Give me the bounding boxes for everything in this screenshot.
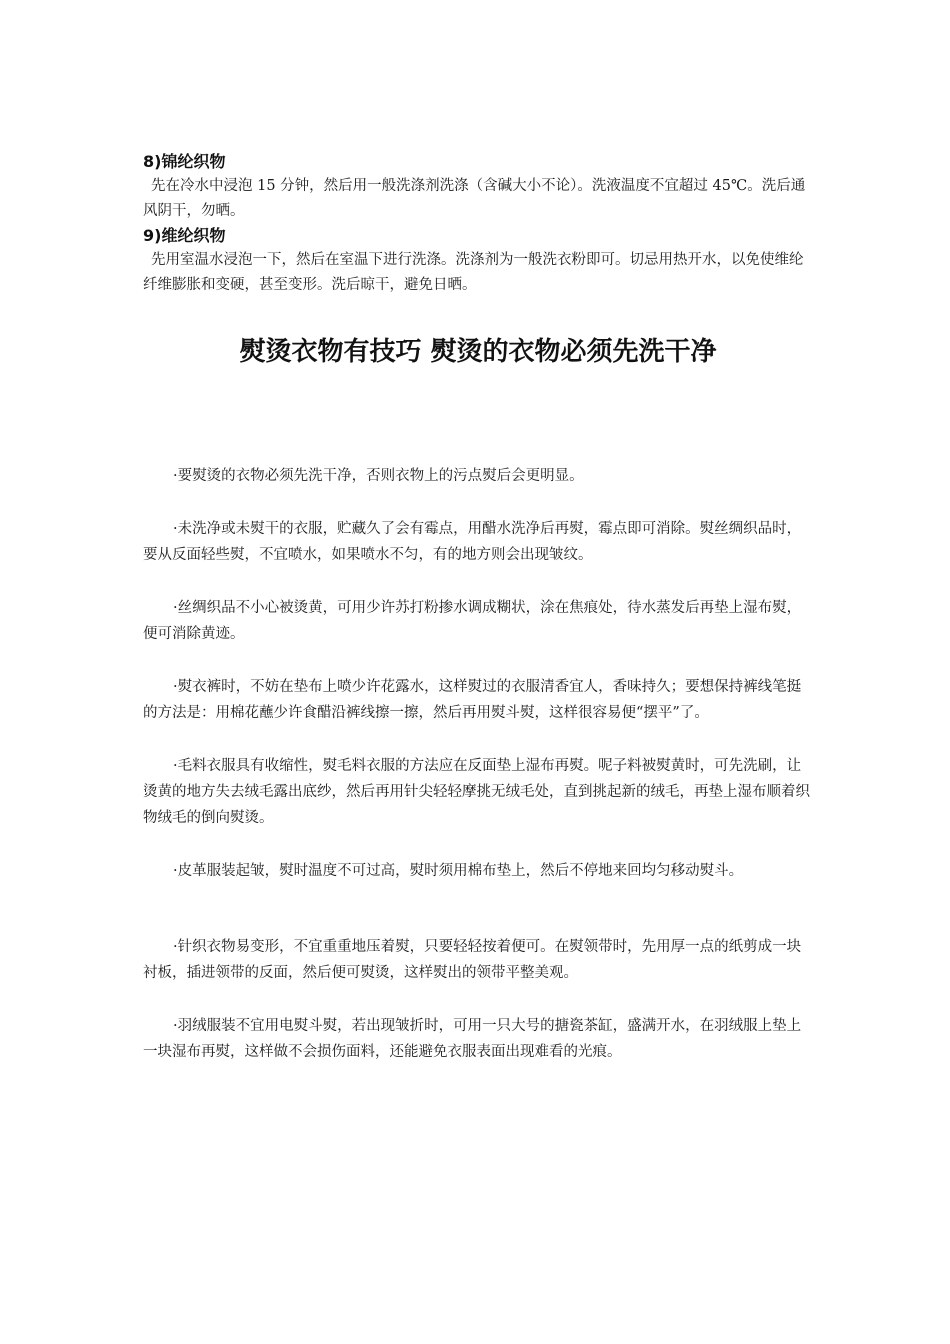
tip-paragraph: ·丝绸织品不小心被烫黄，可用少许苏打粉掺水调成糊状，涂在焦痕处，待水蒸发后再垫上湿布熨，便可消除黄迹。 [143,600,802,642]
article-title: 熨烫衣物有技巧 熨烫的衣物必须先洗干净 [239,337,717,367]
section-text-vinylon: 先用室温水浸泡一下，然后在室温下进行洗涤。洗涤剂为一般洗衣粉即可。切忌用热开水，以免使维纶纤维膨胀和变硬，甚至变形。洗后晾干，避免日晒。 [143,252,804,293]
tip-paragraph: ·羽绒服装不宜用电熨斗熨，若出现皱折时，可用一只大号的搪瓷茶缸，盛满开水，在羽绒服上垫上一块湿布再熨，这样做不会损伤面料，还能避免衣服表面出现难看的光痕。 [143,1018,802,1060]
tip-paragraph: ·皮革服装起皱，熨时温度不可过高，熨时须用棉布垫上，然后不停地来回均匀移动熨斗。 [173,863,744,879]
section-heading-vinylon: 9)维纶织物 [143,226,226,245]
tip-paragraph: ·毛料衣服具有收缩性，熨毛料衣服的方法应在反面垫上湿布再熨。呢子料被熨黄时，可先洗刷，让烫黄的地方失去绒毛露出底纱，然后再用针尖轻轻摩挑无绒毛处，直到挑起新的绒毛，再垫上湿布顺着织物绒毛的倒向熨烫。 [143,758,810,826]
tip-paragraph: ·熨衣裤时，不妨在垫布上喷少许花露水，这样熨过的衣服清香宜人，香味持久；要想保持裤线笔挺的方法是：用棉花蘸少许食醋沿裤线擦一擦，然后再用熨斗熨，这样很容易便“摆平”了。 [143,679,802,721]
tips-list [143,463,813,1065]
tip-paragraph: ·要熨烫的衣物必须先洗干净，否则衣物上的污点熨后会更明显。 [173,468,584,484]
tip-paragraph: ·未洗净或未熨干的衣服，贮藏久了会有霉点，用醋水洗净后再熨，霉点即可消除。熨丝绸织品时，要从反面轻些熨，不宜喷水，如果喷水不匀，有的地方则会出现皱纹。 [143,521,802,563]
section-text-nylon: 先在冷水中浸泡 15 分钟，然后用一般洗涤剂洗涤（含碱大小不论）。洗液温度不宜超过 45℃。洗后通风阴干，勿晒。 [143,178,806,219]
tip-paragraph: ·针织衣物易变形，不宜重重地压着熨，只要轻轻按着便可。在熨领带时，先用厚一点的纸剪成一块衬板，插进领带的反面，然后便可熨烫，这样熨出的领带平整美观。 [143,939,802,981]
document-body [143,150,813,1092]
section-heading-nylon: 8)锦纶织物 [143,152,226,171]
